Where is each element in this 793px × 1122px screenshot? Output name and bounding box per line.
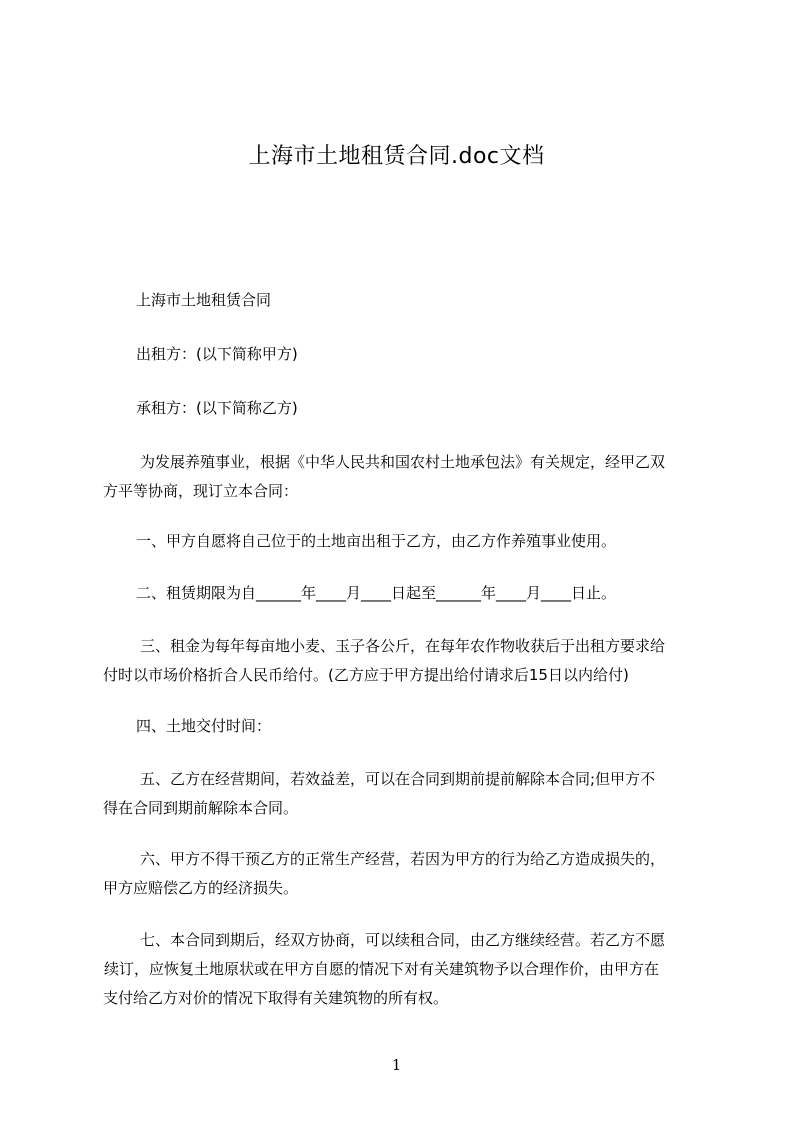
paragraph-line: 为发展养殖事业，根据《中华人民共和国农村土地承包法》有关规定，经甲乙双 [140,453,666,471]
paragraph-line: 三、租金为每年每亩地小麦、玉子各公斤，在每年农作物收获后于出租方要求给 [140,637,666,655]
paragraph-line: 付时以市场价格折合人民币给付。(乙方应于甲方提出给付请求后15日以内给付) [103,666,629,684]
clause-5 [103,765,696,823]
clause-4: 四、土地交付时间： [136,717,272,735]
clause-7 [103,926,696,1013]
lessee-line: 承租方：(以下简称乙方) [136,399,298,417]
clause-6 [103,845,696,903]
clause-1: 一、甲方自愿将自己位于的土地亩出租于乙方，由乙方作养殖事业使用。 [136,532,617,550]
page-number: 1 [391,1056,402,1074]
clause-2: 二、租赁期限为自______年____月____日起至______年____月____日止。 [136,584,617,602]
contract-heading: 上海市土地租赁合同 [136,291,272,309]
paragraph-line: 得在合同到期前解除本合同。 [103,799,299,817]
paragraph-line: 支付给乙方对价的情况下取得有关建筑物的所有权。 [103,989,449,1007]
paragraph-line: 五、乙方在经营期间，若效益差，可以在合同到期前提前解除本合同;但甲方不 [140,770,656,788]
paragraph-line: 六、甲方不得干预乙方的正常生产经营，若因为甲方的行为给乙方造成损失的， [140,850,666,868]
paragraph-line: 七、本合同到期后，经双方协商，可以续租合同，由乙方继续经营。若乙方不愿 [140,931,666,949]
lessor-line: 出租方：(以下简称甲方) [136,345,298,363]
paragraph-line: 方平等协商，现订立本合同： [103,482,299,500]
paragraph-line: 甲方应赔偿乙方的经济损失。 [103,879,299,897]
clause-3 [103,632,696,690]
paragraph-line: 续订，应恢复土地原状或在甲方自愿的情况下对有关建筑物予以合理作价，由甲方在 [104,960,660,978]
preamble-paragraph [103,448,696,506]
page-title: 上海市土地租赁合同.doc文档 [248,144,545,169]
